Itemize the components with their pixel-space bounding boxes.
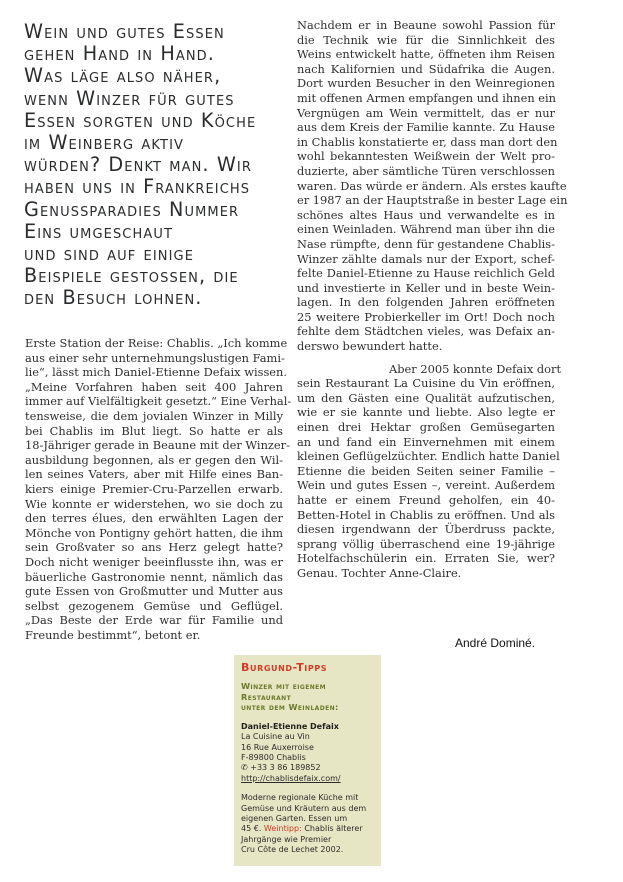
text-line: einen drei Hektar großen Gemüsegarten (297, 420, 555, 435)
text-line: wohl bekanntesten Weißwein der Welt pro- (297, 149, 555, 164)
text-line: Aber 2005 konnte Defaix dort (389, 361, 562, 376)
headline-line: im Weinberg aktiv (24, 131, 185, 155)
headline-line: gehen Hand in Hand. (24, 42, 215, 66)
winery-owner-name: Daniel-Etienne Defaix (241, 721, 339, 731)
text-line: Hotelfachschülerin ein. Erraten Sie, wer? (297, 551, 555, 566)
text-line: Wie konnte er widerstehen, wo sie doch zu (25, 496, 283, 511)
text-line: felte Daniel-Etienne zu Hause reichlich Geld (297, 266, 555, 281)
burgund-tips-box (234, 655, 381, 866)
headline-line: den Besuch lohnen. (24, 286, 203, 310)
phone-line (241, 763, 376, 773)
phone-icon: ✆ (241, 763, 248, 773)
wine-tip-text: Chablis älterer (304, 824, 363, 834)
text-line: tensweise, die dem jovialen Winzer in Milly (25, 408, 283, 423)
text-line: bei Chablis im Blut liegt. So hatte er als (25, 423, 283, 438)
description-line: Gemüse und Kräutern aus dem (241, 803, 367, 813)
article-left-column (25, 336, 292, 642)
phone-number: +33 3 86 189852 (250, 763, 321, 773)
text-line: mit offenen Armen empfangen und ihnen ein (297, 90, 557, 105)
text-line: kiers einige Premier-Cru-Parzellen erwarb. (25, 481, 283, 496)
text-line: nach Kalifornien und Südafrika die Augen. (297, 61, 555, 76)
text-line: er 1987 an der Hauptstraße in bester Lage ein (297, 193, 568, 208)
tips-subtitle-line: Restaurant (241, 691, 292, 702)
street-address: 16 Rue Auxerroise (241, 742, 314, 752)
text-line: Etienne die beiden Seiten seiner Familie – (297, 463, 555, 478)
text-line: die Technik wie für die Sinnlichkeit des (297, 32, 555, 47)
text-line: diesen irgendwann der Überdruss packte, (297, 522, 555, 537)
text-line: Weins entwickelt hatte, öffneten ihm Reisen (297, 47, 555, 62)
wine-tip-text: Jahrgänge wie Premier (241, 834, 332, 844)
wine-tip-label: Weintipp: (263, 824, 302, 834)
headline-line: Genussparadies Nummer (24, 197, 240, 221)
text-line: sein Großvater so ans Herz gelegt hatte? (25, 540, 283, 555)
headline-line: Wein und gutes Essen (24, 20, 225, 43)
restaurant-name: La Cuisine au Vin (241, 732, 310, 742)
text-line: duzierte, aber sämtliche Türen verschlossen (297, 163, 555, 178)
text-line: Nachdem er in Beaune sowohl Passion für (297, 18, 555, 32)
text-line: Erste Station der Reise: Chablis. „Ich komme (25, 336, 288, 350)
text-line: selbst gezogenem Gemüse und Geflügel. (25, 598, 283, 613)
text-line: „Meine Vorfahren haben seit 400 Jahren (25, 379, 283, 394)
headline-line: wenn Winzer für gutes (24, 86, 235, 110)
text-line: um den Gästen eine Qualität aufzutischen, (297, 390, 555, 405)
tips-subtitle (241, 681, 376, 713)
text-line: lie“, lässt mich Daniel-Etienne Defaix wissen. (25, 365, 287, 380)
text-line: 18-Jähriger gerade in Beaune mit der Winzer- (25, 438, 290, 453)
tips-subtitle-line: unter dem Weinladen: (241, 702, 339, 713)
text-line: Winzer zählte damals nur der Export, schef- (297, 251, 555, 266)
text-line: Genau. Tochter Anne-Claire. (297, 565, 462, 580)
text-line: wie er sie kannte und liebte. Also legte er (297, 405, 555, 420)
text-line: derswo bewundert hatte. (297, 339, 443, 354)
text-line: sein Restaurant La Cuisine du Vin eröffnen, (297, 376, 555, 391)
text-line: bäuerliche Gastronomie nennt, nämlich das (25, 569, 283, 584)
description-line: eigenen Garten. Essen um (241, 814, 348, 824)
text-line: Mönche von Pontigny gehört hatten, die ihm (25, 525, 284, 540)
text-line: gute Essen von Großmutter und Mutter aus (25, 584, 283, 599)
text-line: len seines Vaters, aber mit Hilfe eines Ban- (25, 467, 283, 482)
headline-line: haben uns in Frankreichs (24, 175, 251, 199)
text-line: aus dem Kreis der Familie kannte. Zu Hause (297, 120, 555, 135)
text-line: kleinen Geflügelzüchter. Endlich hatte Daniel (297, 449, 560, 464)
headline-line: und sind auf einige (24, 242, 195, 266)
text-line: an und fand ein Einvernehmen mit einem (297, 434, 555, 449)
text-line: waren. Das würde er ändern. Als erstes kaufte (297, 178, 567, 193)
text-line: Betten-Hotel in Chablis zu eröffnen. Und als (297, 507, 555, 522)
text-line: Doch nicht weniger beeinflusste ihn, was er (25, 554, 283, 569)
text-line: sprang völlig überraschend eine 19-jährige (297, 536, 555, 551)
paragraph-1 (297, 18, 568, 354)
text-line: immer auf Vielfältigkeit gesetzt.“ Eine Verhal- (25, 394, 292, 409)
text-line: schönes altes Haus und verwandelte es in (297, 207, 555, 222)
tips-subtitle-line: Winzer mit eigenem (241, 681, 326, 691)
city-address: F-89800 Chablis (241, 753, 306, 762)
text-line: Freunde bestimmt“, betont er. (25, 627, 201, 642)
headline-line: würden? Denkt man. Wir (24, 153, 252, 177)
text-line: Nase rümpfte, denn für gestandene Chablis- (297, 236, 555, 251)
author-byline: André Dominé. (455, 636, 536, 650)
headline-line: Eins umgeschaut (24, 219, 174, 243)
article-right-column (297, 18, 568, 581)
text-line: einen Weinladen. Während man über ihn die (297, 222, 555, 237)
text-line: den terres élues, den erwählten Lagen der (25, 511, 283, 526)
text-line: und investierte in Keller und in beste Wein- (297, 280, 555, 295)
description-line: Moderne regionale Küche mit (241, 793, 359, 803)
headline-line: Essen sorgten und Köche (24, 108, 257, 132)
text-line: Vergnügen am Wein vermittelt, das er nur (297, 105, 555, 120)
text-line: aus einer sehr unternehmungslustigen Fami- (25, 350, 285, 365)
paragraph-2 (297, 361, 562, 581)
headline-line: Was läge also näher, (24, 64, 222, 88)
text-line: in Chablis konstatierte er, dass man dort den (297, 134, 558, 149)
headline-line: Beispiele gestossen, die (24, 264, 239, 288)
text-line: Wein und gutes Essen –, vereint. Außerdem (297, 478, 555, 493)
text-line: 25 weitere Probierkeller im Ort! Doch noch (297, 309, 555, 324)
wine-tip-text: Cru Côte de Lechet 2002. (241, 845, 344, 855)
price: 45 €. (241, 824, 262, 834)
text-line: „Das Beste der Erde war für Familie und (25, 613, 283, 628)
article-headline (24, 21, 292, 310)
website-link[interactable]: http://chablisdefaix.com/ (241, 773, 341, 783)
text-line: hatte er einem Freund geholfen, ein 40- (297, 493, 555, 507)
text-line: ausbildung begonnen, als er gegen den Wil- (25, 452, 283, 467)
text-line: lagen. In den folgenden Jahren eröffneten (297, 295, 555, 310)
tips-title: Burgund-Tipps (241, 661, 328, 674)
price-tip-line (241, 824, 376, 834)
text-line: Dort wurden Besucher in den Weinregionen (297, 76, 555, 91)
text-line: fehlte dem Städtchen vieles, was Defaix an- (297, 324, 555, 339)
